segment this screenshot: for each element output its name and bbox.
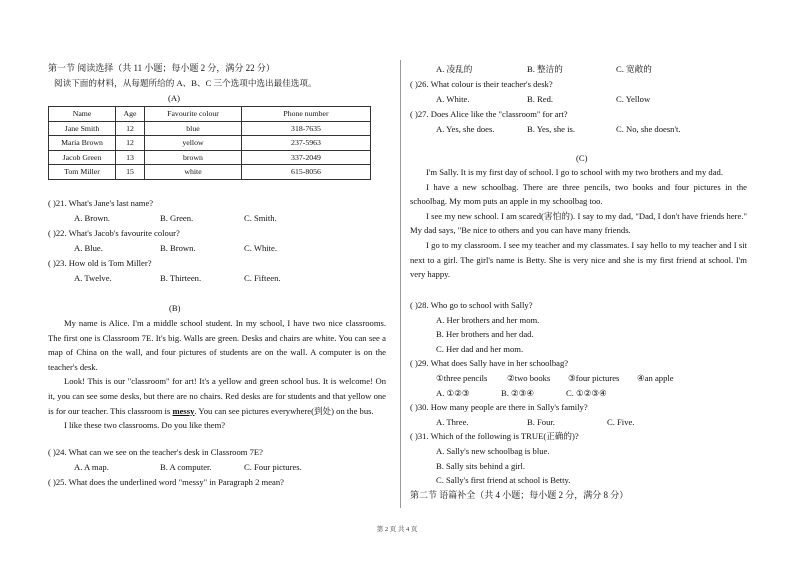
passage-c-paragraph-3: I see my new school. I am scared(害怕的). I say to my dad, "Dad, I don't have friends here." My dad says, "Be nice to others and you can have many friends.: [410, 210, 747, 236]
option-b: B. Sally sits behind a girl.: [436, 461, 526, 471]
option-a: A. Brown.: [74, 213, 111, 223]
table-row: [49, 121, 371, 136]
option-a: A. White.: [436, 94, 470, 104]
table-cell: yellow: [145, 136, 242, 151]
list-item: ①three pencils: [436, 373, 488, 383]
question-31: ( )31. Which of the following is TRUE(正确的)?: [410, 431, 579, 441]
table-header: Age: [116, 107, 145, 122]
passage-b-paragraph-1: My name is Alice. I'm a middle school student. In my school, I have two nice classrooms. The first one is Classroom 7E. It's big. Walls are green. Desks and chairs are white. You can see a map of China on the wall, and four pictures of students are on the wall. A computer is on the teacher's desk.: [48, 318, 386, 372]
table-header: Name: [49, 107, 116, 122]
section1-instruction: 阅读下面的材料，从每题所给的 A、B、C 三个选项中选出最佳选项。: [54, 78, 317, 88]
table-header: Favourite colour: [145, 107, 242, 122]
column-divider: [400, 60, 401, 508]
list-item: ④an apple: [637, 373, 674, 383]
passage-b-text: . You can see pictures everywhere(到处) on the bus.: [194, 405, 374, 416]
option-a: A. Her brothers and her mom.: [436, 315, 540, 325]
option-b: B. Yes, she is.: [527, 124, 575, 134]
option-a: A. Three.: [436, 417, 469, 427]
table-cell: Tom Miller: [49, 165, 116, 180]
option-a: A. ①②③: [436, 388, 470, 398]
option-b: B. 整洁的: [527, 64, 563, 74]
table-cell: blue: [145, 121, 242, 136]
question-21: ( )21. What's Jane's last name?: [48, 198, 154, 208]
underlined-word-messy: messy: [172, 405, 195, 416]
option-c: C. ①②③④: [566, 388, 607, 398]
table-cell: 318-7635: [242, 121, 371, 136]
table-header: Phone number: [242, 107, 371, 122]
table-cell: 12: [116, 121, 145, 136]
passage-b: [48, 316, 386, 433]
option-c: C. White.: [244, 243, 278, 253]
table-cell: Jacob Green: [49, 150, 116, 165]
option-b: B. A computer.: [160, 462, 212, 472]
option-b: B. ②③④: [501, 388, 535, 398]
table-row: [49, 165, 371, 180]
passage-b-label: (B): [169, 303, 181, 313]
option-b: B. Four.: [527, 417, 555, 427]
question-30: ( )30. How many people are there in Sally's family?: [410, 402, 588, 412]
passage-c: [410, 165, 747, 282]
option-c: C. Her dad and her mom.: [436, 344, 524, 354]
option-c: C. Four pictures.: [244, 462, 302, 472]
passage-c-label: (C): [576, 153, 588, 163]
option-b: B. Her brothers and her dad.: [436, 329, 534, 339]
option-a: A. Sally's new schoolbag is blue.: [436, 446, 550, 456]
table-cell: brown: [145, 150, 242, 165]
option-c: C. Yellow: [616, 94, 651, 104]
table-row: [49, 136, 371, 151]
table-cell: 237-5963: [242, 136, 371, 151]
table-cell: Jane Smith: [49, 121, 116, 136]
question-23: ( )23. How old is Tom Miller?: [48, 258, 152, 268]
option-c: C. Five.: [607, 417, 635, 427]
table-cell: Maria Brown: [49, 136, 116, 151]
question-26: ( )26. What colour is their teacher's desk?: [410, 79, 553, 89]
question-29: ( )29. What does Sally have in her schoolbag?: [410, 358, 569, 368]
option-c: C. Sally's first friend at school is Betty.: [436, 475, 571, 485]
question-25: ( )25. What does the underlined word "messy" in Paragraph 2 mean?: [48, 477, 284, 487]
list-item: ②two books: [507, 373, 551, 383]
passage-c-paragraph-2: I have a new schoolbag. There are three pencils, two books and four pictures in the schoolbag. My mom puts an apple in my schoolbag too.: [410, 181, 747, 207]
passage-b-paragraph-2: [48, 374, 386, 418]
table-cell: white: [145, 165, 242, 180]
passage-b-text: Look! This is our "classroom" for art! It's a yellow and green school bus. It is welcome! On it, you can see some desks, but there are no chairs. Red desks are for students and that yellow one is for our teacher. This classroom is: [48, 376, 386, 416]
option-c: C. Smith.: [244, 213, 277, 223]
question-28: ( )28. Who go to school with Sally?: [410, 300, 533, 310]
option-a: A. Twelve.: [74, 273, 112, 283]
table-cell: 12: [116, 136, 145, 151]
option-a: A. 凌乱的: [436, 64, 473, 74]
option-c: C. No, she doesn't.: [616, 124, 681, 134]
passage-a-label: (A): [168, 93, 180, 103]
option-c: C. Fifteen.: [244, 273, 281, 283]
table-header-row: [49, 107, 371, 122]
section1-title: 第一节 阅读选择（共 11 小题；每小题 2 分，满分 22 分）: [48, 63, 275, 73]
section2-title: 第二节 语篇补全（共 4 小题；每小题 2 分，满分 8 分）: [410, 490, 629, 500]
option-b: B. Green.: [160, 213, 194, 223]
question-22: ( )22. What's Jacob's favourite colour?: [48, 228, 180, 238]
question-24: ( )24. What can we see on the teacher's desk in Classroom 7E?: [48, 447, 263, 457]
page-footer: 第 2 页 共 4 页: [376, 526, 418, 533]
option-c: C. 宽敞的: [616, 64, 652, 74]
question-27: ( )27. Does Alice like the "classroom" for art?: [410, 109, 568, 119]
table-cell: 337-2049: [242, 150, 371, 165]
passage-c-paragraph-4: I go to my classroom. I see my teacher and my classmates. I say hello to my teacher and I sit next to a girl. The girl's name is Betty. She is very nice and she is my first friend at school. I'm very happy.: [410, 239, 747, 280]
list-item: ③four pictures: [568, 373, 620, 383]
passage-b-paragraph-3: I like these two classrooms. Do you like them?: [64, 420, 226, 431]
option-b: B. Red.: [527, 94, 554, 104]
table-cell: 615-8056: [242, 165, 371, 180]
option-a: A. Yes, she does.: [436, 124, 495, 134]
passage-c-paragraph-1: I'm Sally. It is my first day of school. I go to school with my two brothers and my dad.: [426, 167, 723, 177]
student-info-table: [48, 106, 371, 180]
option-b: B. Brown.: [160, 243, 196, 253]
table-cell: 15: [116, 165, 145, 180]
option-a: A. A map.: [74, 462, 109, 472]
option-a: A. Blue.: [74, 243, 103, 253]
table-cell: 13: [116, 150, 145, 165]
table-row: [49, 150, 371, 165]
option-b: B. Thirteen.: [160, 273, 202, 283]
